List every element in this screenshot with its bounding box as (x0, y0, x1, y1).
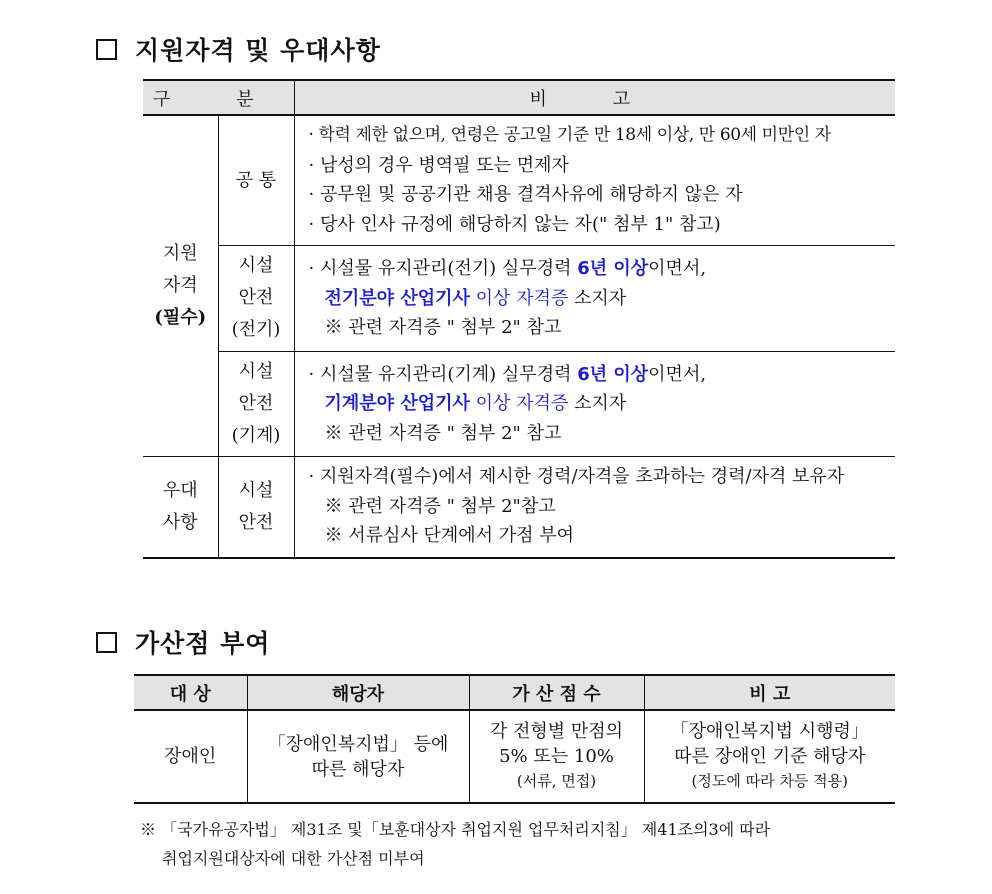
header-target: 대 상 (134, 675, 247, 710)
group-label-required: 지원 자격 (필수) (143, 115, 218, 457)
table-row-electric (143, 246, 895, 352)
row-label-preferred: 시설 안전 (218, 457, 294, 558)
row-content-preferred: · 지원자격(필수)에서 제시한 경력/자격을 초과하는 경력/자격 보유자 ※ 관련 자격증 " 첨부 2"참고 ※ 서류심사 단계에서 가점 부여 (294, 457, 895, 558)
checkbox-square-icon (96, 632, 117, 653)
header-remarks: 비 고 (644, 675, 895, 710)
row-content-mechanical: · 시설물 유지관리(기계) 실무경력 6년 이상이면서, 기계분야 산업기사 이상 자격증 소지자 ※ 관련 자격증 " 첨부 2" 참고 (294, 351, 895, 457)
section-title-text: 가산점 부여 (135, 629, 271, 658)
header-category: 구 분 (143, 80, 294, 115)
row-label-electric: 시설 안전 (전기) (218, 246, 294, 352)
cell-points: 각 전형별 만점의 5% 또는 10% (서류, 면접) (469, 710, 644, 803)
header-eligible: 해당자 (247, 675, 469, 710)
table-header-row (134, 675, 895, 710)
table-row-mechanical (143, 351, 895, 457)
checkbox-square-icon (96, 39, 117, 60)
table-header-row (143, 80, 895, 115)
cell-eligible: 「장애인복지법」 등에 따른 해당자 (247, 710, 469, 803)
table-row-preferred (143, 457, 895, 558)
header-points: 가 산 점 수 (469, 675, 644, 710)
group-label-preferred: 우대 사항 (143, 457, 218, 558)
row-content-electric: · 시설물 유지관리(전기) 실무경력 6년 이상이면서, 전기분야 산업기사 이상 자격증 소지자 ※ 관련 자격증 " 첨부 2" 참고 (294, 246, 895, 352)
row-content-common: · 학력 제한 없으며, 연령은 공고일 기준 만 18세 이상, 만 60세 미만인 자 · 남성의 경우 병역필 또는 면제자 · 공무원 및 공공기관 채용 결격사유에 해당하지 않은 자 · 당사 인사 규정에 해당하지 않는 자(" 첨부 1" 참고) (294, 115, 895, 246)
section-title-qualifications (96, 31, 381, 67)
section-title-text: 지원자격 및 우대사항 (135, 36, 381, 65)
qualifications-table (143, 79, 895, 559)
table-row-common (143, 115, 895, 246)
cell-target: 장애인 (134, 710, 247, 803)
bonus-points-table (134, 674, 895, 804)
row-label-mechanical: 시설 안전 (기계) (218, 351, 294, 457)
row-label-common: 공 통 (218, 115, 294, 246)
table-row (134, 710, 895, 803)
cell-remarks: 「장애인복지법 시행령」 따른 장애인 기준 해당자 (정도에 따라 차등 적용) (670, 721, 869, 790)
section-title-bonus (96, 624, 270, 660)
footnote: ※ 「국가유공자법」 제31조 및「보훈대상자 취업지원 업무처리지침」 제41조의3에 따라 취업지원대상자에 대한 가산점 미부여 (140, 820, 771, 868)
header-remarks: 비 고 (294, 80, 895, 115)
